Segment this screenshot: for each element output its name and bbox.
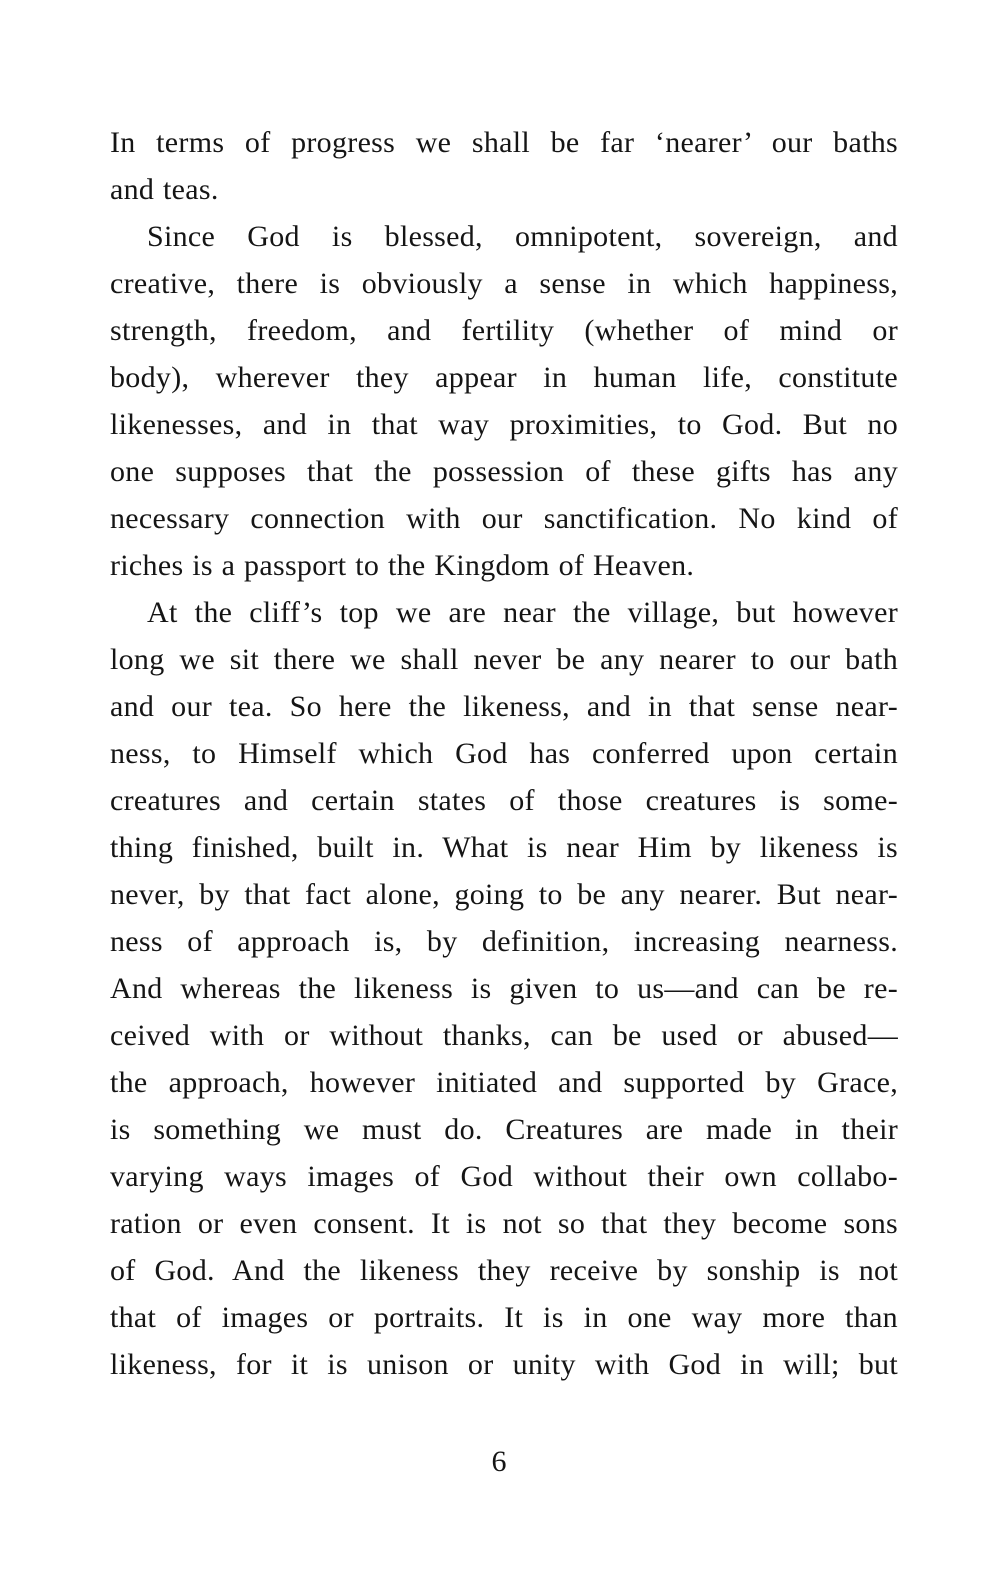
text-line: And whereas the likeness is given to us—and can be re- [110,972,898,1005]
text-line: and teas. [110,173,219,206]
text-line: strength, freedom, and fertility (whether of mind or [110,314,898,347]
text-line: that of images or portraits. It is in one way more than [110,1301,898,1334]
text-line: long we sit there we shall never be any nearer to our bath [110,643,898,676]
body-text [110,119,898,1388]
text-line: Since God is blessed, omnipotent, sovereign, and [147,220,898,253]
text-line: of God. And the likeness they receive by sonship is not [110,1254,898,1287]
text-line: riches is a passport to the Kingdom of Heaven. [110,549,695,582]
page-number: 6 [491,1445,507,1478]
text-line: ness, to Himself which God has conferred upon certain [110,737,898,770]
text-line: and our tea. So here the likeness, and in that sense near- [110,690,898,723]
text-line: one supposes that the possession of these gifts has any [110,455,898,488]
text-line: At the cliff’s top we are near the village, but however [147,596,898,629]
text-line: creatures and certain states of those creatures is some- [110,784,898,817]
text-line: body), wherever they appear in human life, constitute [110,361,898,394]
text-line: is something we must do. Creatures are made in their [110,1113,898,1146]
text-line: likeness, for it is unison or unity with God in will; but [110,1348,898,1381]
text-line: ness of approach is, by definition, increasing nearness. [110,925,898,958]
text-line: varying ways images of God without their own collabo- [110,1160,898,1193]
text-line: never, by that fact alone, going to be any nearer. But near- [110,878,898,911]
text-line: thing finished, built in. What is near Him by likeness is [110,831,898,864]
text-line: In terms of progress we shall be far ‘nearer’ our baths [110,126,898,159]
text-line: necessary connection with our sanctification. No kind of [110,502,898,535]
text-line: likenesses, and in that way proximities, to God. But no [110,408,898,441]
text-line: ration or even consent. It is not so that they become sons [110,1207,898,1240]
text-line: the approach, however initiated and supported by Grace, [110,1066,898,1099]
text-line: ceived with or without thanks, can be used or abused— [110,1019,898,1052]
text-line: creative, there is obviously a sense in which happiness, [110,267,898,300]
